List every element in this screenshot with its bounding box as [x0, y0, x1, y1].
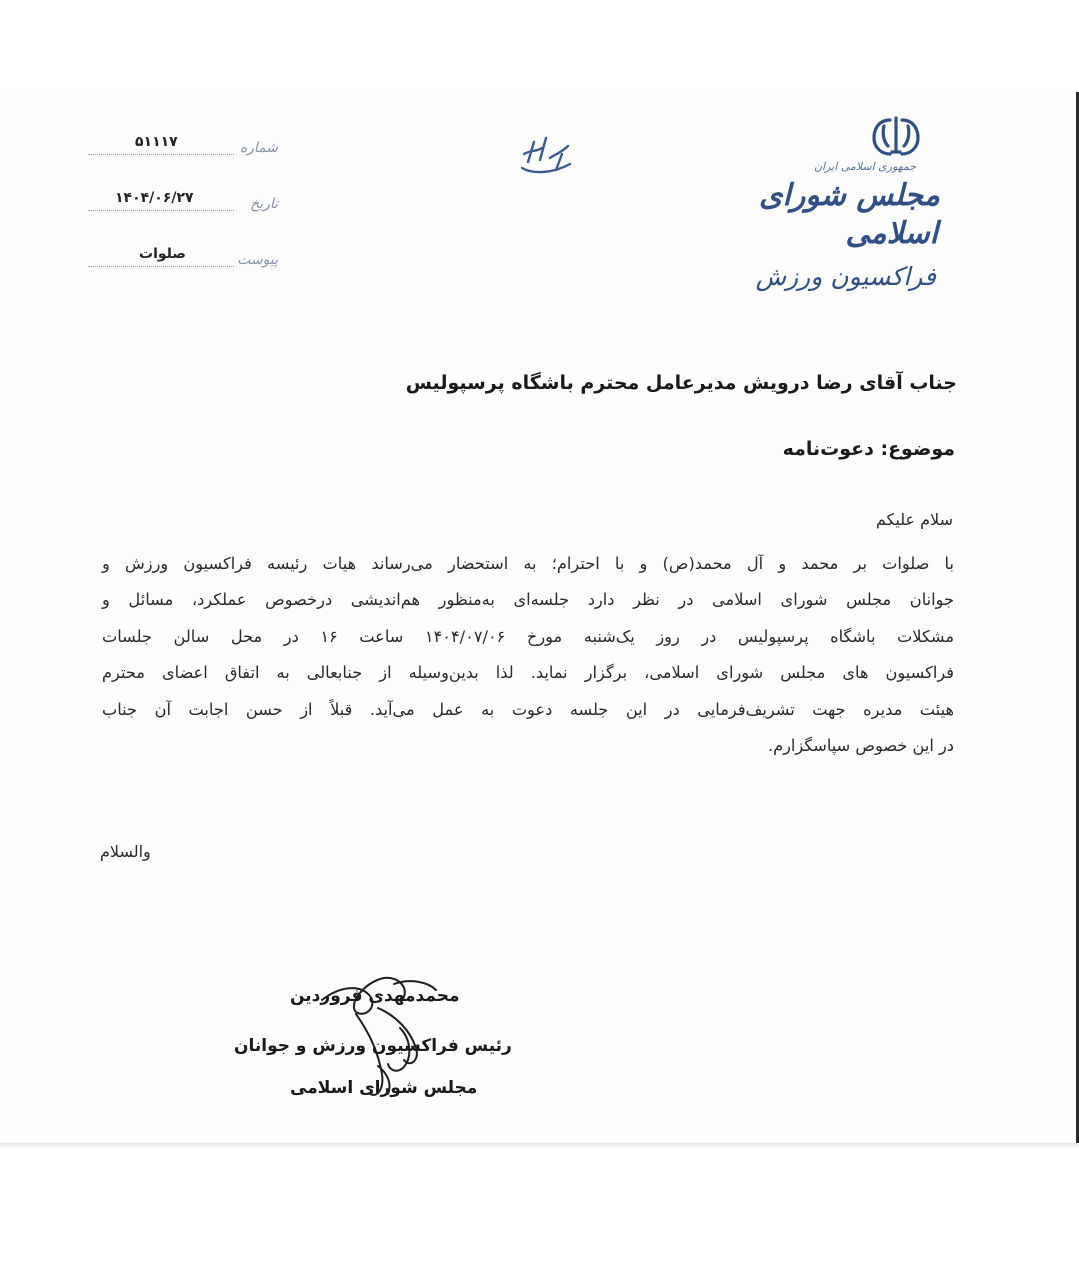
emblem-country-text: جمهوری اسلامی ایران: [813, 160, 916, 173]
signatory-name: محمدمهدی فروردین: [290, 986, 460, 1006]
signature-scribble-icon: [260, 956, 510, 1116]
letter-body: [102, 546, 954, 764]
dotted-line: [88, 154, 234, 155]
bismillah-calligraphy-icon: [512, 124, 582, 184]
emblem-title-line1: مجلس شورای: [759, 178, 940, 213]
handwritten-signature: [260, 956, 510, 1116]
letter-attachment-row: [88, 248, 278, 278]
body-line: با صلوات بر محمد و آل محمد(ص) و با احترام؛ به استحضار می‌رساند هیات رئیسه فراکسیون ورزش و: [102, 554, 954, 573]
letter-number: ۵۱۱۱۷: [132, 134, 181, 150]
attachment-label: پیوست: [237, 252, 278, 268]
signatory-title: رئیس فراکسیون ورزش و جوانان: [234, 1036, 512, 1056]
signatory-organization: مجلس شورای اسلامی: [290, 1078, 478, 1098]
letter-date-row: [88, 192, 278, 222]
dotted-line: [88, 266, 234, 267]
sheet-shadow: [0, 1143, 1079, 1149]
dotted-line: [88, 210, 234, 211]
emblem-title-line2: اسلامی: [845, 216, 938, 251]
closing: والسلام: [100, 842, 151, 861]
body-line: در این خصوص سپاسگزارم.: [767, 736, 954, 756]
addressee: جناب آقای رضا درویش مدیرعامل محترم باشگاه پرسپولیس: [405, 372, 957, 394]
letter-date: ۱۴۰۴/۰۶/۲۷: [112, 190, 197, 206]
letter-attachment: صلوات: [136, 246, 189, 262]
body-line: مشکلات باشگاه پرسپولیس در روز یک‌شنبه مورخ ۱۴۰۴/۰۷/۰۶ ساعت ۱۶ در محل سالن جلسات: [102, 626, 954, 646]
letter-number-row: [88, 136, 278, 166]
date-label: تاریخ: [250, 196, 278, 212]
emblem-faction-name: فراکسیون ورزش: [755, 262, 936, 291]
parliament-emblem: [755, 112, 940, 312]
blessing-calligraphy: [512, 124, 582, 184]
body-line: فراکسیون های مجلس شورای اسلامی، برگزار نماید. لذا بدین‌وسیله از جنابعالی به اتفاق اعضای محترم: [102, 663, 954, 683]
body-line: جوانان مجلس شورای اسلامی در نظر دارد جلسه‌ای به‌منظور هم‌اندیشی درخصوص عملکرد، مسائل و: [102, 590, 954, 610]
greeting: سلام علیکم: [875, 510, 953, 529]
subject-line: موضوع: دعوت‌نامه: [782, 438, 955, 460]
number-label: شماره: [239, 140, 278, 156]
body-line: هیئت مدیره جهت تشریف‌فرمایی در این جلسه دعوت به عمل می‌آید. قبلاً از حسن اجابت آن جناب: [102, 699, 954, 719]
